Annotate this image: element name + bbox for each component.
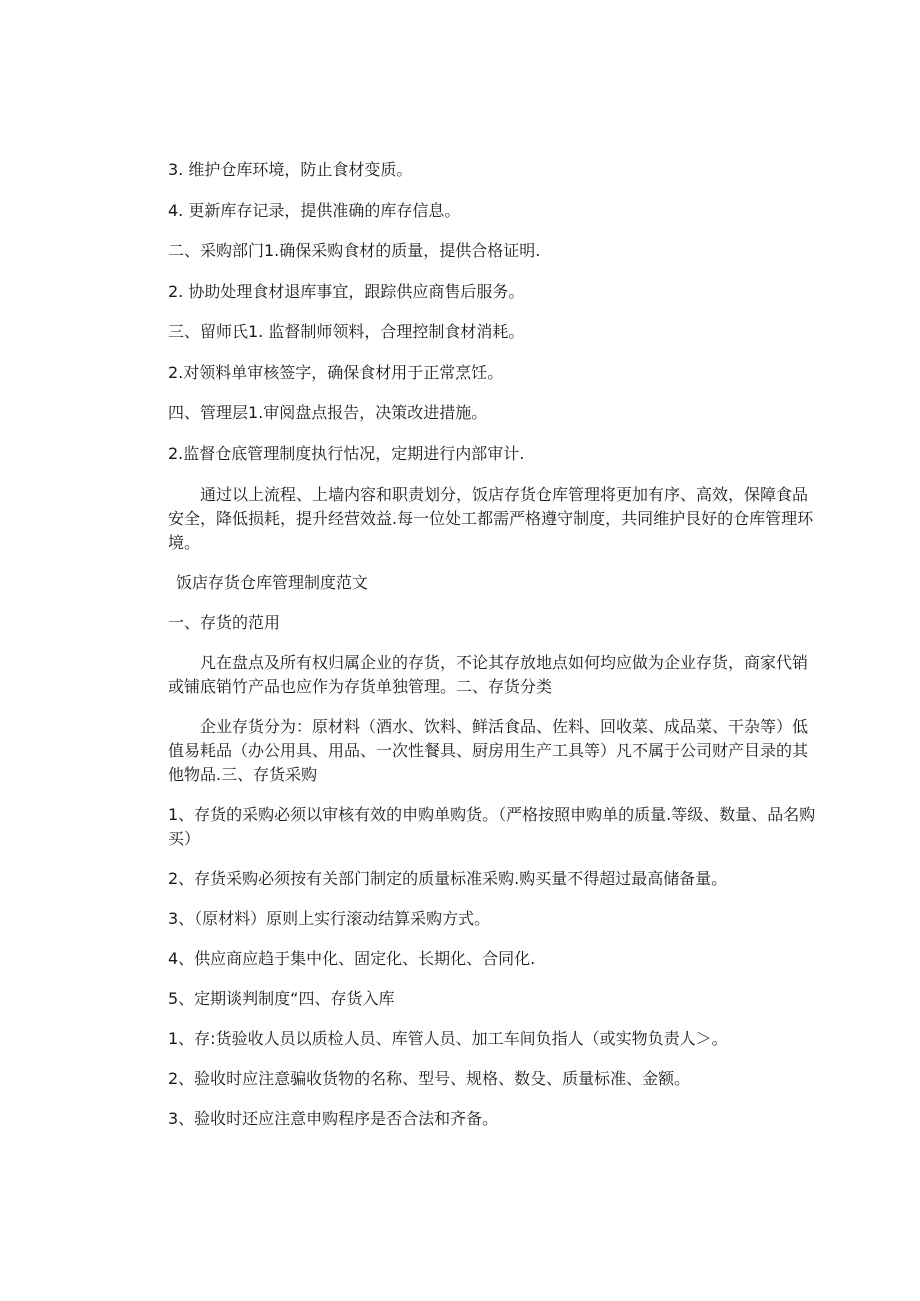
paragraph: 2、存货采购必须按有关部门制定的质量标准采购.购买量不得超过最高储备量。 <box>168 869 728 888</box>
paragraph: 3、验收时还应注意申购程序是否合法和齐备。 <box>168 1109 499 1128</box>
section-heading: 二、采购部门1.确保采购食材的质量，提供合格证明. <box>168 241 541 260</box>
document-body <box>168 158 816 1131</box>
paragraph <box>168 651 820 699</box>
summary-paragraph <box>168 483 820 555</box>
section-heading: 三、留师氏1. 监督制师领料，合理控制食材消耗。 <box>168 322 525 341</box>
summary-text: 通过以上流程、上墙内容和职责划分，饭店存货仓库管理将更加有序、高效，保障食品安全，降低损耗，提升经营效益.每一位处工都需严格遵守制度，共同维护艮好的仓库管理环境。 <box>168 485 814 552</box>
paragraph <box>168 803 820 851</box>
paragraph: 3、（原材料）原则上实行滚动结算采购方式。 <box>168 909 491 928</box>
paragraph <box>168 715 820 787</box>
document-title: 饭店存货仓库管理制度范文 <box>176 573 369 592</box>
paragraph: 2.对领料单审核签字，确保食材用于正常烹饪。 <box>168 363 504 382</box>
paragraph-text: 凡在盘点及所有权归属企业的存货，不论其存放地点如何均应做为企业存货，商家代销或铺底销竹产品也应作为存货单独管理。二、存货分类 <box>168 653 809 696</box>
section-heading: 四、管理层1.审阅盘点报告，决策改进措施。 <box>168 403 488 422</box>
paragraph: 2、验收时应注意骗收货物的名称、型号、规格、数殳、质量标准、金额。 <box>168 1069 691 1088</box>
paragraph: 4、供应商应趋于集中化、固定化、长期化、合同化. <box>168 949 536 968</box>
paragraph: 5、定期谈判制度“四、存货入库 <box>168 989 395 1008</box>
paragraph: 2. 协助处理食材退库事宜，跟踪供应商售后服务。 <box>168 282 525 301</box>
paragraph: 3. 维护仓库环境，防止食材变质。 <box>168 160 413 179</box>
section-heading: 一、存货的范用 <box>168 613 281 632</box>
paragraph: 1、存:货验收人员以质检人员、库管人员、加工车间负指人（或实物负责人＞。 <box>168 1029 728 1048</box>
paragraph-text: 1、存货的采购必须以审核有效的申购单购货。（严格按照申购单的质量.等级、数量、品名购买） <box>168 805 816 848</box>
paragraph: 2.监督仓底管理制度执行怙况，定期进行内部审计. <box>168 444 525 463</box>
paragraph-text: 企业存货分为：原材料（酒水、饮料、鲜活食品、佐料、回收菜、成品菜、干杂等）低值易耗品（办公用具、用品、一次性餐具、厨房用生产工具等）凡不属于公司财产目录的其他物品.三、存货采购 <box>168 717 809 784</box>
paragraph: 4. 更新库存记录，提供准确的库存信息。 <box>168 201 461 220</box>
